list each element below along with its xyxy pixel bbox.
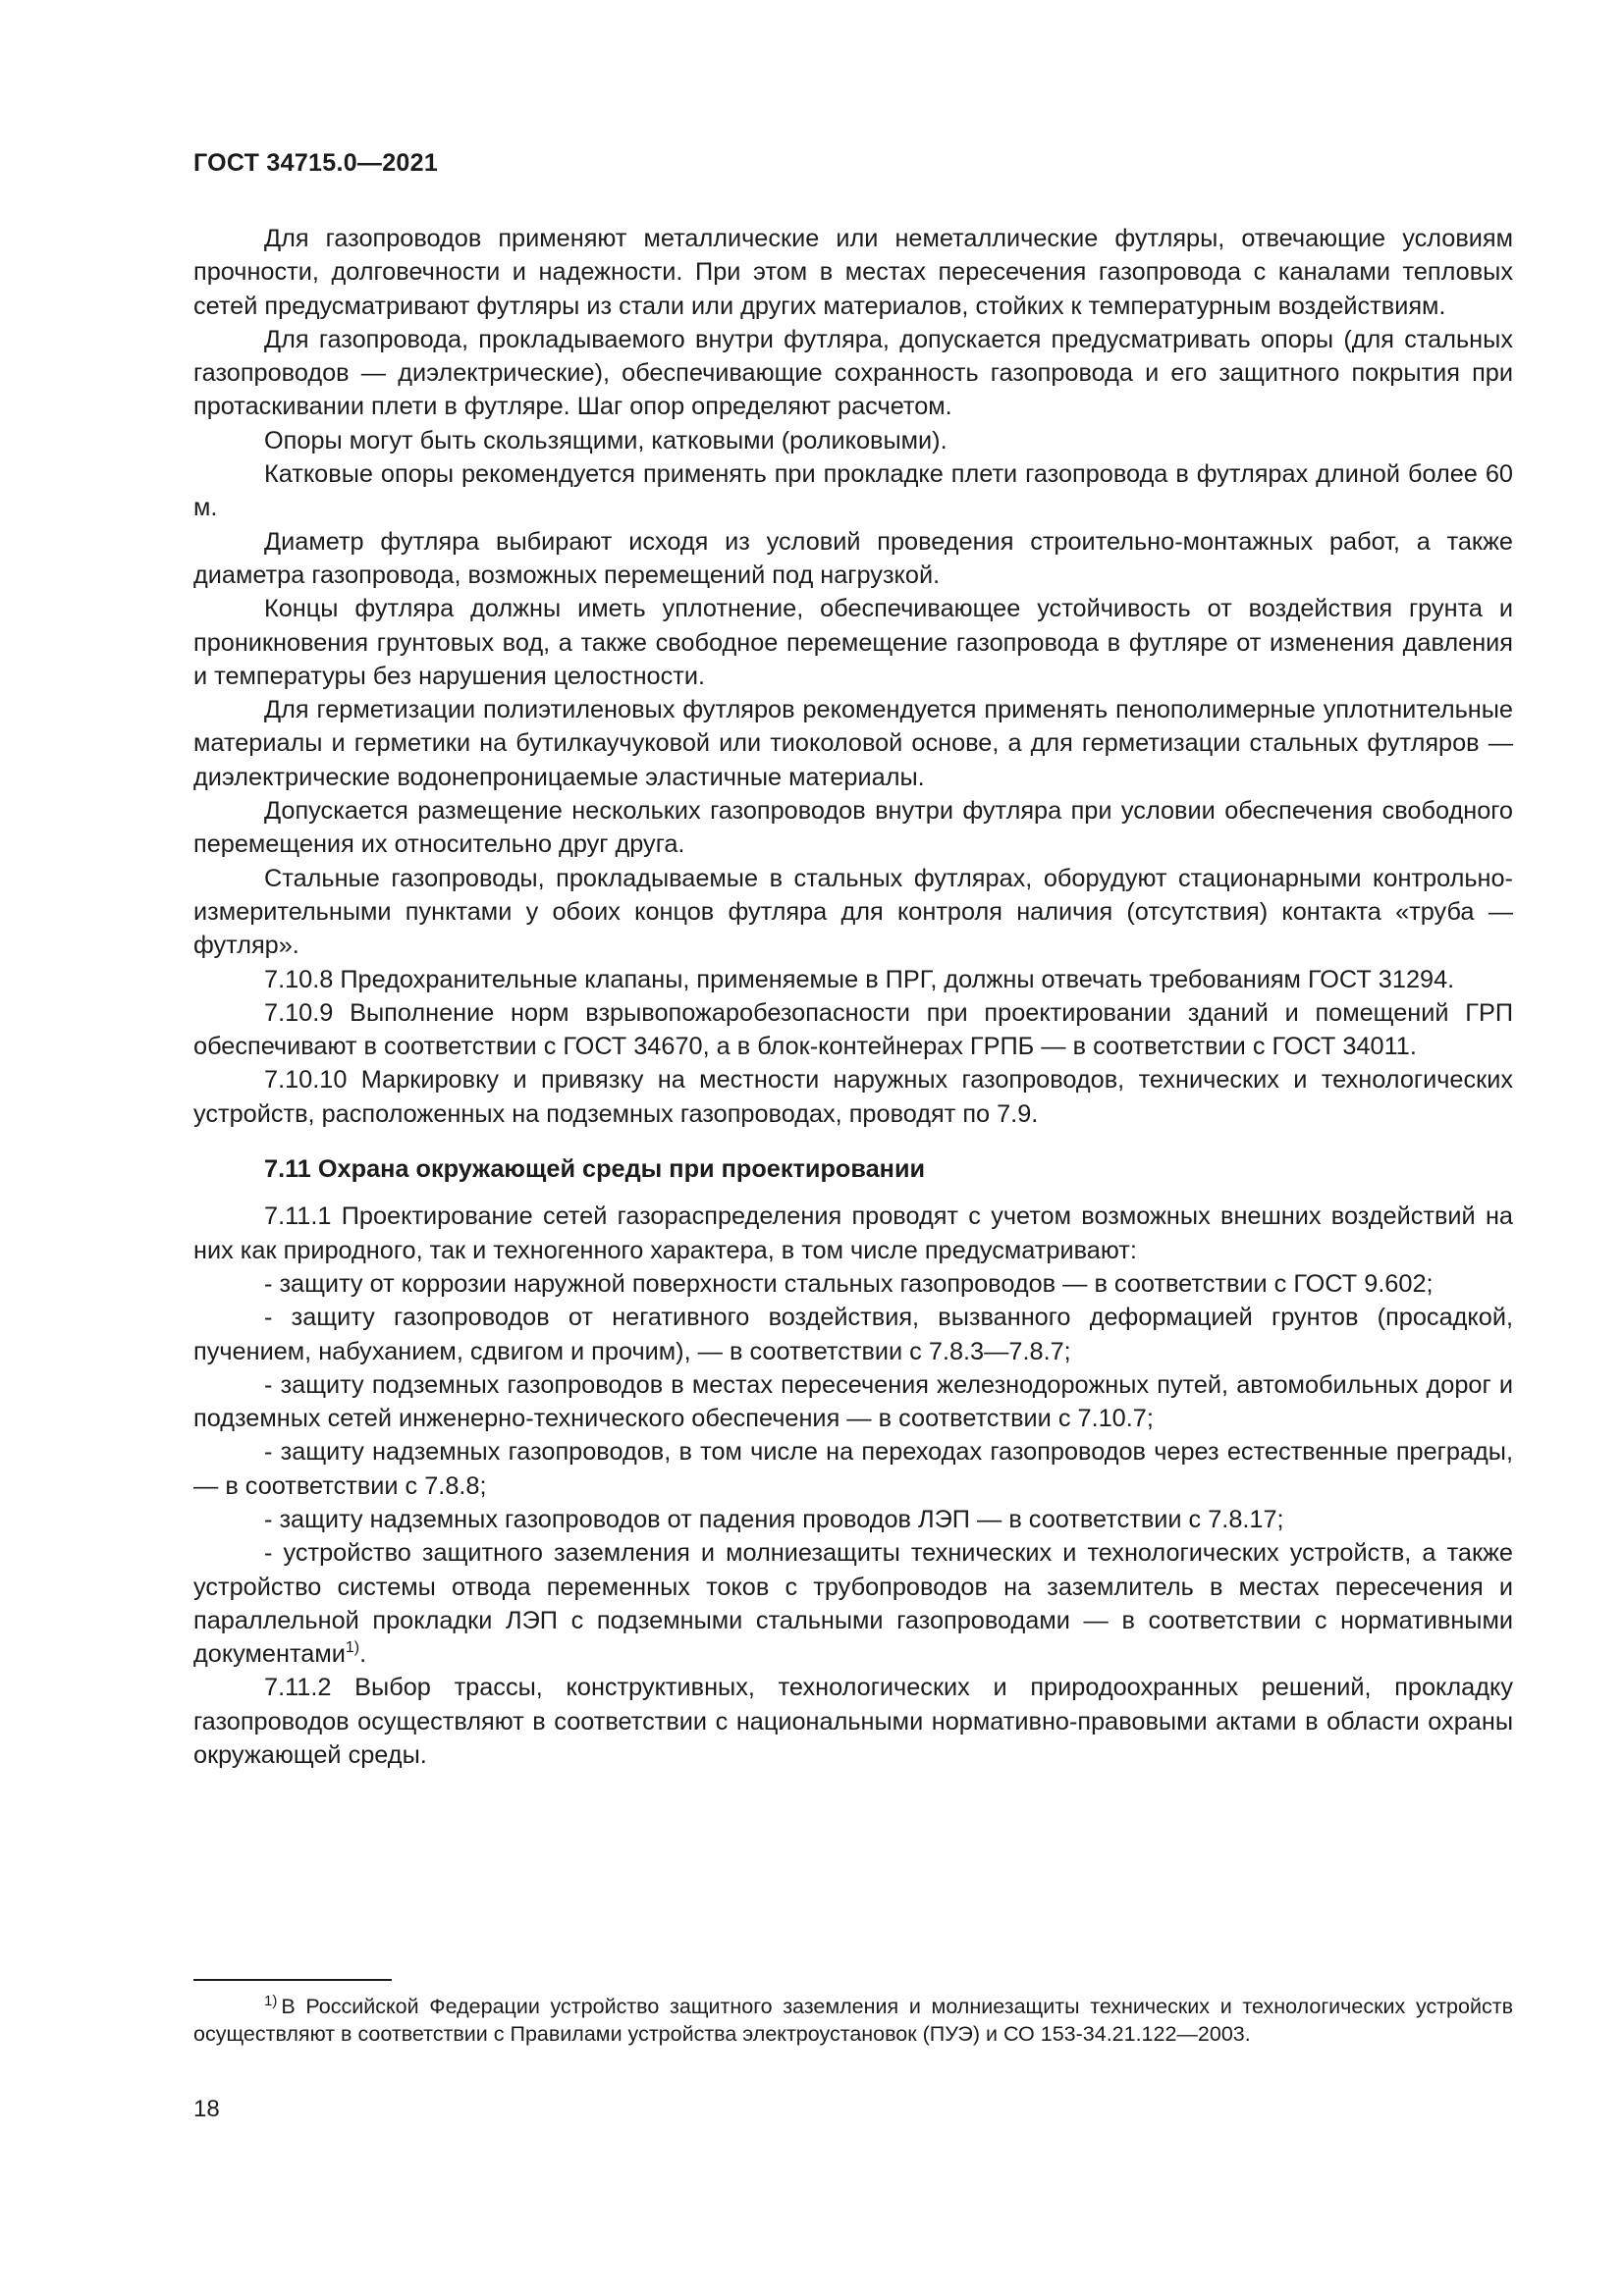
clause-7-10-9: 7.10.9 Выполнение норм взрывопожаробезопасности при проектировании зданий и помещений ГРП обеспечивают в соответствии с ГОСТ 34670, а в блок-контейнерах ГРПБ — в соответствии с ГОСТ 34011.	[193, 998, 1513, 1061]
footnote-reference[interactable]: 1)	[345, 1639, 360, 1657]
footnote-separator	[193, 1979, 392, 1981]
footnote-mark: 1)	[264, 1993, 278, 2009]
footnote-text: В Российской Федерации устройство защитного заземления и молниезащиты технических и технологических устройств осуществляют в соответствии с Правилами устройства электроустановок (ПУЭ) и СО 153-34.21.122—2003.	[193, 1995, 1513, 2046]
paragraph: Допускается размещение нескольких газопроводов внутри футляра при условии обеспечения свободного перемещения их относительно друг друга.	[193, 797, 1513, 859]
clause-7-10-10: 7.10.10 Маркировку и привязку на местности наружных газопроводов, технических и технологических устройств, расположенных на подземных газопроводах, проводят по 7.9.	[193, 1066, 1513, 1128]
paragraph: Для газопроводов применяют металлические или неметаллические футляры, отвечающие условиям прочности, долговечности и надежности. При этом в местах пересечения газопровода с каналами тепловых сетей предусматривают футляры из стали или других материалов, стойких к температурным воздействиям.	[193, 225, 1513, 320]
sentence-end: .	[359, 1640, 367, 1669]
page-number: 18	[193, 2096, 220, 2122]
paragraph: Для газопровода, прокладываемого внутри футляра, допускается предусматривать опоры (для стальных газопроводов — диэлектрические), обеспечивающие сохранность газопровода и его защитного покрытия при протаскивании плети в футляре. Шаг опор определяют расчетом.	[193, 325, 1513, 421]
list-item: - защиту подземных газопроводов в местах пересечения железнодорожных путей, автомобильных дорог и подземных сетей инженерно-технического обеспечения — в соответствии с 7.10.7;	[193, 1370, 1513, 1433]
paragraph: Концы футляра должны иметь уплотнение, обеспечивающее устойчивость от воздействия грунта и проникновения грунтовых вод, а также свободное перемещение газопровода в футляре от изменения давления и температуры без нарушения целостности.	[193, 595, 1513, 690]
document-code-header: ГОСТ 34715.0—2021	[193, 149, 439, 177]
document-body	[193, 222, 1513, 1772]
list-item: - защиту от коррозии наружной поверхности стальных газопроводов — в соответствии с ГОСТ 9.602;	[264, 1269, 1434, 1298]
section-heading-7-11: 7.11 Охрана окружающей среды при проектировании	[264, 1155, 926, 1184]
clause-7-11-1: 7.11.1 Проектирование сетей газораспределения проводят с учетом возможных внешних воздействий на них как природного, так и техногенного характера, в том числе предусматривают:	[193, 1202, 1513, 1264]
paragraph: Опоры могут быть скользящими, катковыми (роликовыми).	[264, 426, 947, 454]
paragraph: Катковые опоры рекомендуется применять при прокладке плети газопровода в футлярах длиной более 60 м.	[193, 460, 1513, 522]
paragraph: Диаметр футляра выбирают исходя из условий проведения строительно-монтажных работ, а также диаметра газопровода, возможных перемещений под нагрузкой.	[193, 527, 1513, 589]
paragraph: Для герметизации полиэтиленовых футляров рекомендуется применять пенополимерные уплотнительные материалы и герметики на бутилкаучуковой или тиоколовой основе, а для герметизации стальных футляров — диэлектрические водонепроницаемые эластичные материалы.	[193, 696, 1513, 791]
list-item: - защиту газопроводов от негативного воздействия, вызванного деформацией грунтов (просадкой, пучением, набуханием, сдвигом и прочим), — в соответствии с 7.8.3—7.8.7;	[193, 1304, 1513, 1365]
list-item-grounding	[193, 1536, 1513, 1671]
clause-7-10-8: 7.10.8 Предохранительные клапаны, применяемые в ПРГ, должны отвечать требованиям ГОСТ 31294.	[264, 965, 1455, 993]
paragraph: Стальные газопроводы, прокладываемые в стальных футлярах, оборудуют стационарными контрольно-измерительными пунктами у обоих концов футляра для контроля наличия (отсутствия) контакта «труба — футляр».	[193, 864, 1513, 960]
list-item: - защиту надземных газопроводов, в том числе на переходах газопроводов через естественные преграды, — в соответствии с 7.8.8;	[193, 1438, 1513, 1500]
footnote	[193, 1993, 1513, 2048]
clause-7-11-2: 7.11.2 Выбор трассы, конструктивных, технологических и природоохранных решений, прокладку газопроводов осуществляют в соответствии с национальными нормативно-правовыми актами в области охраны окружающей среды.	[193, 1674, 1513, 1770]
list-item: - защиту надземных газопроводов от падения проводов ЛЭП — в соответствии с 7.8.17;	[264, 1505, 1284, 1533]
list-item-text: - устройство защитного заземления и молниезащиты технических и технологических устройств, а также устройство системы отвода переменных токов с трубопроводов на заземлитель в местах пересечения и параллельной прокладки ЛЭП с подземными стальными газопроводами — в соответствии с нормативными документами	[193, 1539, 1513, 1669]
